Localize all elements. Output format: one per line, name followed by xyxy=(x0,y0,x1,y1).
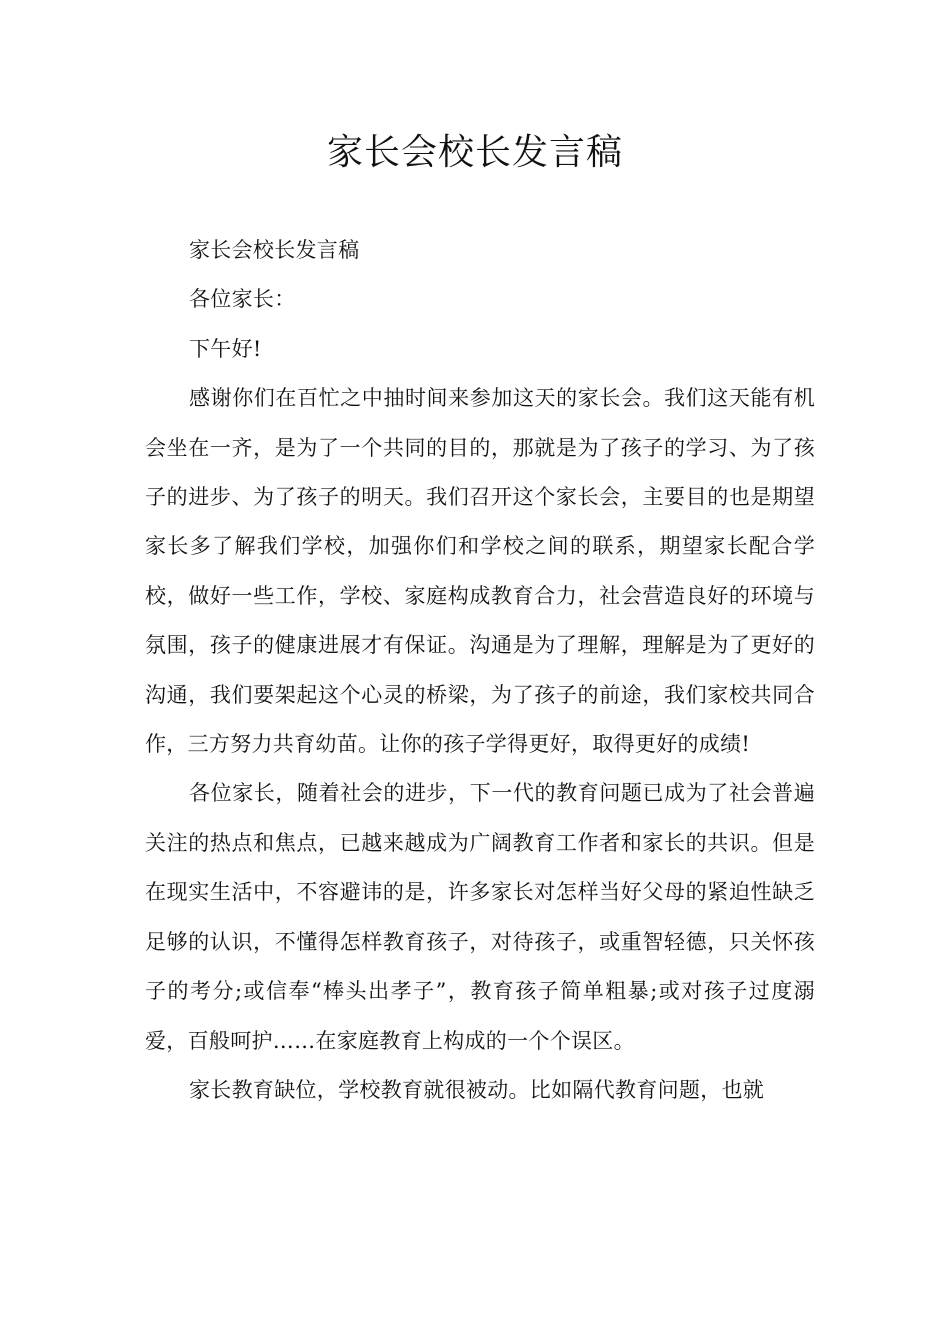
paragraph: 各位家长，随着社会的进步，下一代的教育问题已成为了社会普遍关注的热点和焦点，已越来越成为广阔教育工作者和家长的共识。但是在现实生活中，不容避讳的是，许多家长对怎样当好父母的紧迫性缺乏足够的认识，不懂得怎样教育孩子，对待孩子，或重智轻德，只关怀孩子的考分;或信奉“棒头出孝子”，教育孩子简单粗暴;或对孩子过度溺爱，百般呵护……在家庭教育上构成的一个个误区。 xyxy=(145,781,815,1053)
paragraph: 家长教育缺位，学校教育就很被动。比如隔代教育问题，也就 xyxy=(189,1077,765,1102)
paragraph-greeting: 下午好! xyxy=(189,336,262,361)
document-body xyxy=(145,226,815,1115)
document-title: 家长会校长发言稿 xyxy=(326,132,623,173)
paragraph-salutation: 各位家长： xyxy=(189,287,296,312)
paragraph-heading: 家长会校长发言稿 xyxy=(189,238,360,262)
paragraph: 感谢你们在百忙之中抽时间来参加这天的家长会。我们这天能有机会坐在一齐，是为了一个共同的目的，那就是为了孩子的学习、为了孩子的进步、为了孩子的明天。我们召开这个家长会，主要目的也是期望家长多了解我们学校，加强你们和学校之间的联系，期望家长配合学校，做好一些工作，学校、家庭构成教育合力，社会营造良好的环境与氛围，孩子的健康进展才有保证。沟通是为了理解，理解是为了更好的沟通，我们要架起这个心灵的桥梁，为了孩子的前途，我们家校共同合作，三方努力共育幼苗。让你的孩子学得更好，取得更好的成绩! xyxy=(145,386,815,757)
